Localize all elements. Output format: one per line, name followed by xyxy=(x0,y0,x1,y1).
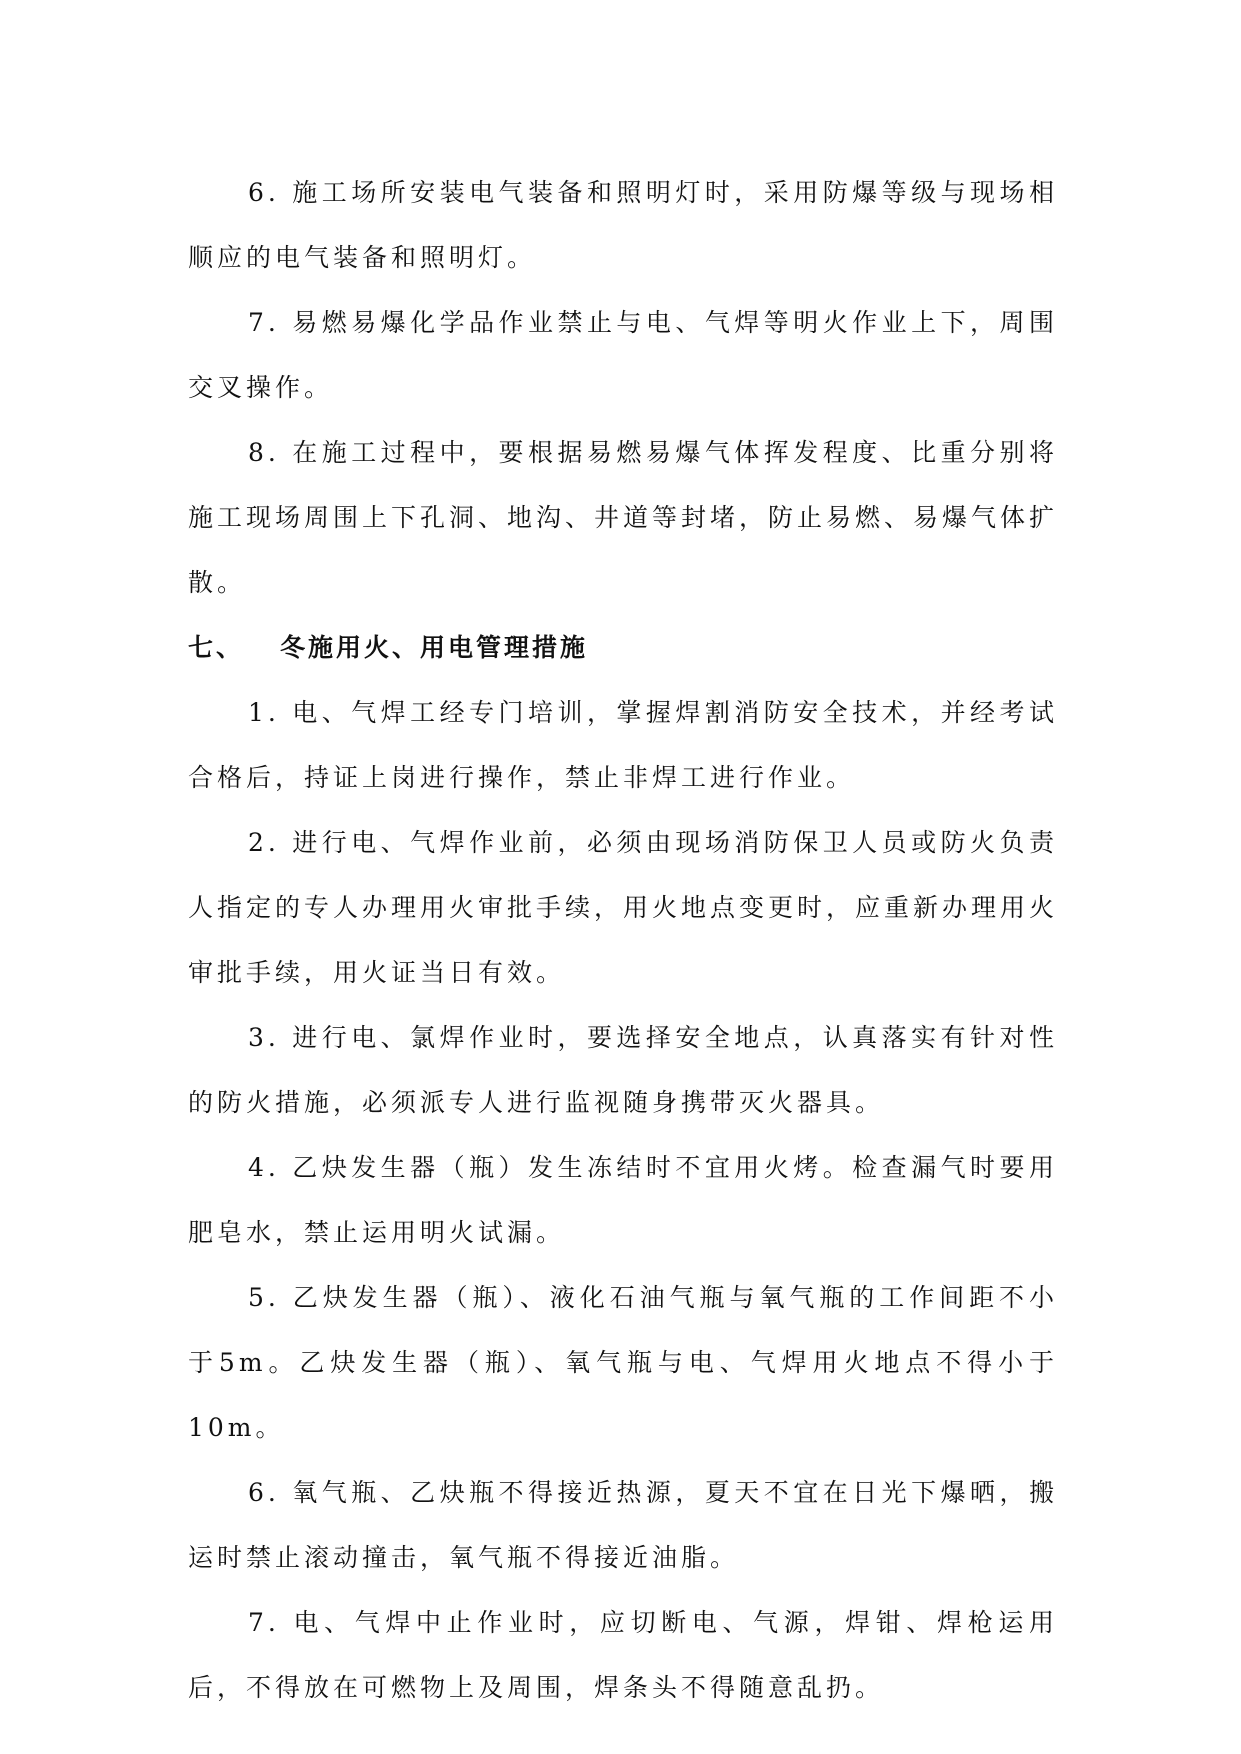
paragraph-item-4-acetylene-frozen: 4. 乙炔发生器（瓶）发生冻结时不宜用火烤。检查漏气时要用肥皂水，禁止运用明火试漏。 xyxy=(188,1153,1058,1247)
paragraph-item-7-stop-work: 7. 电、气焊中止作业时，应切断电、气源，焊钳、焊枪运用后，不得放在可燃物上及周围，焊条头不得随意乱扔。 xyxy=(188,1608,1058,1702)
section-number: 七、 xyxy=(188,633,245,662)
document-body xyxy=(188,160,1058,1720)
paragraph-item-5-cylinder-distance: 5. 乙炔发生器（瓶）、液化石油气瓶与氧气瓶的工作间距不小于5m。乙炔发生器（瓶）、氧气瓶与电、气焊用火地点不得小于10m。 xyxy=(188,1283,1058,1442)
paragraph-item-8-seal-openings: 8. 在施工过程中，要根据易燃易爆气体挥发程度、比重分别将施工现场周围上下孔洞、地沟、井道等封堵，防止易燃、易爆气体扩散。 xyxy=(188,438,1059,597)
paragraph-item-7-no-cross-operation: 7. 易燃易爆化学品作业禁止与电、气焊等明火作业上下，周围交叉操作。 xyxy=(188,308,1058,402)
paragraph-item-6-explosion-proof-equipment: 6. 施工场所安装电气装备和照明灯时，采用防爆等级与现场相顺应的电气装备和照明灯。 xyxy=(188,178,1058,272)
section-heading xyxy=(188,615,1058,680)
paragraph-item-2-fire-permit: 2. 进行电、气焊作业前，必须由现场消防保卫人员或防火负责人指定的专人办理用火审批手续，用火地点变更时，应重新办理用火审批手续，用火证当日有效。 xyxy=(188,828,1059,987)
section-title: 冬施用火、用电管理措施 xyxy=(280,633,589,662)
paragraph-item-1-welder-training: 1. 电、气焊工经专门培训，掌握焊割消防安全技术，并经考试合格后，持证上岗进行操作，禁止非焊工进行作业。 xyxy=(188,698,1058,792)
paragraph-item-6-cylinder-heat: 6. 氧气瓶、乙炔瓶不得接近热源，夏天不宜在日光下爆晒，搬运时禁止滚动撞击，氧气瓶不得接近油脂。 xyxy=(188,1478,1058,1572)
paragraph-item-3-safety-location: 3. 进行电、氯焊作业时，要选择安全地点，认真落实有针对性的防火措施，必须派专人进行监视随身携带灭火器具。 xyxy=(188,1023,1058,1117)
